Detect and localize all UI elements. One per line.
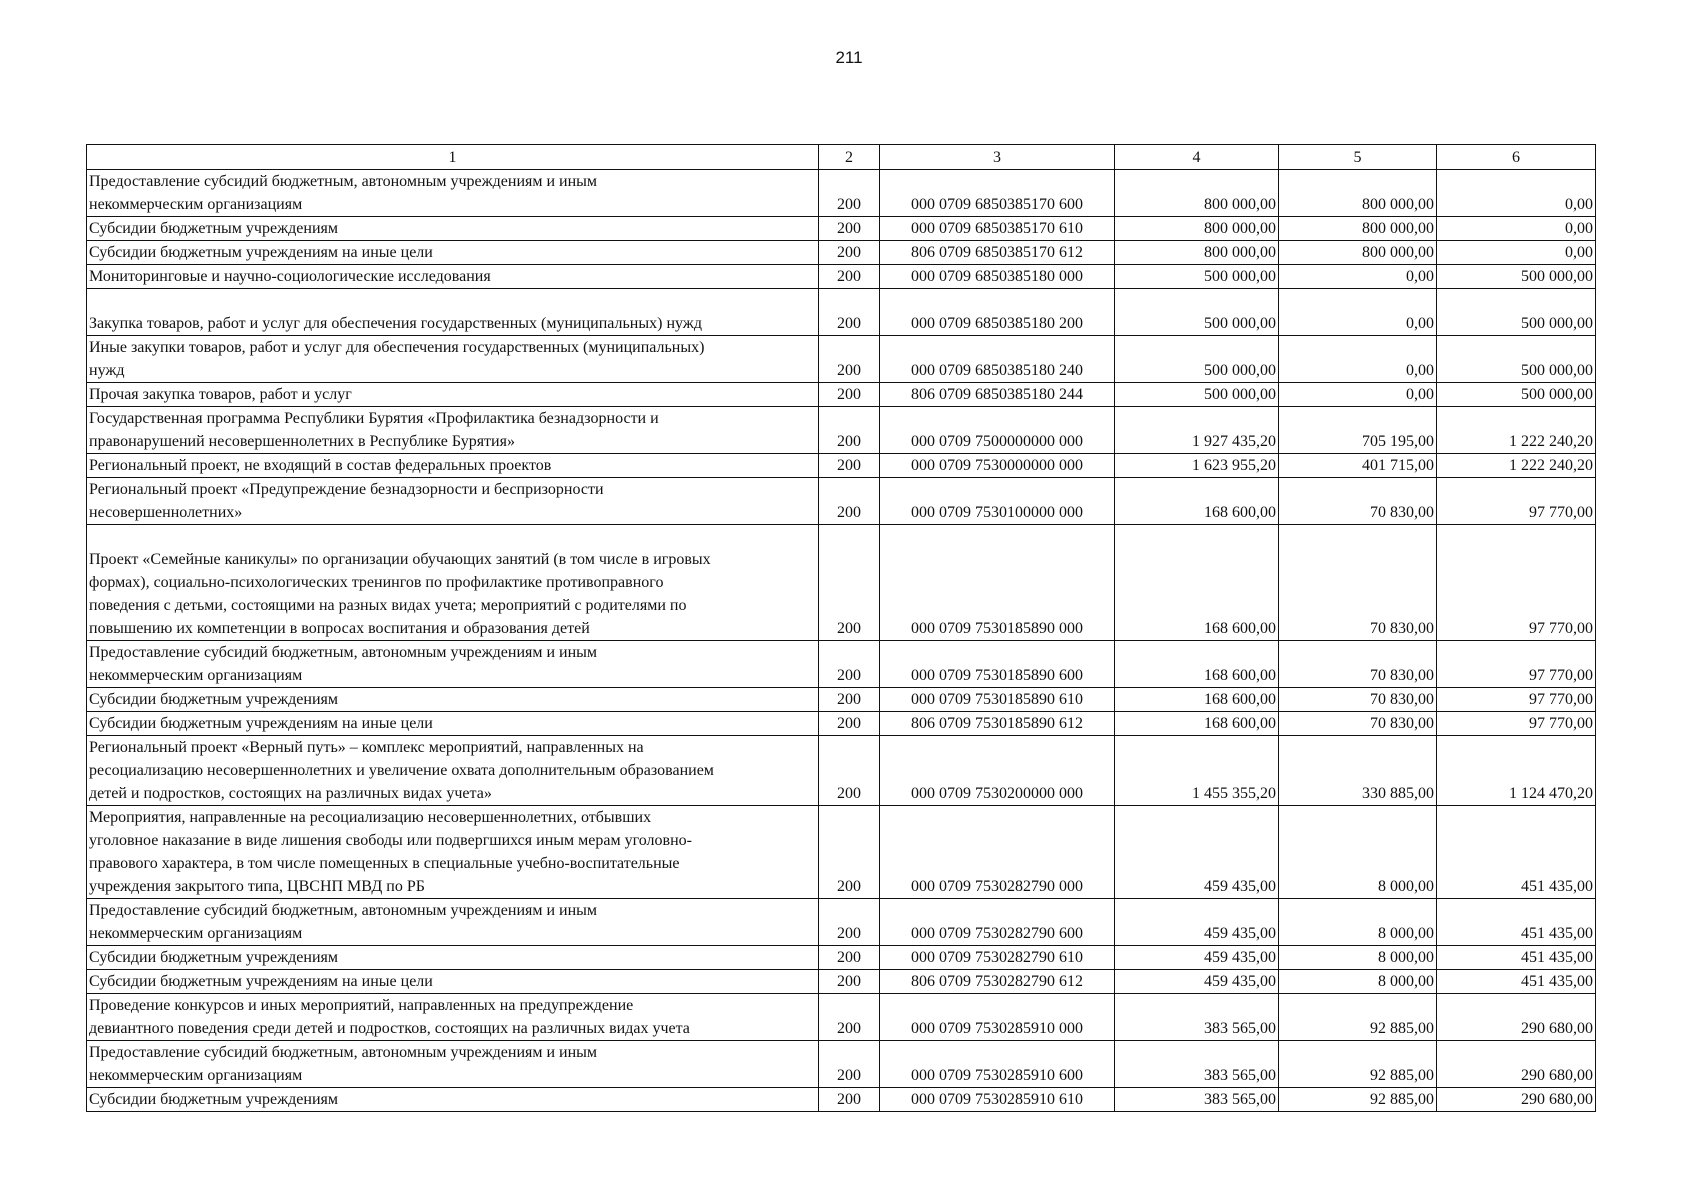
table-row bbox=[87, 525, 1596, 641]
row-value-4: 800 000,00 bbox=[1115, 241, 1279, 265]
table-row bbox=[87, 970, 1596, 994]
row-ved: 200 bbox=[819, 806, 880, 899]
row-code: 000 0709 7530285910 000 bbox=[880, 994, 1115, 1041]
row-value-6: 97 770,00 bbox=[1437, 712, 1596, 736]
row-code: 000 0709 6850385170 610 bbox=[880, 217, 1115, 241]
budget-table bbox=[86, 144, 1596, 1112]
table-row bbox=[87, 688, 1596, 712]
table-row bbox=[87, 806, 1596, 899]
table-row bbox=[87, 994, 1596, 1041]
row-name-line: ресоциализацию несовершеннолетних и увеличение охвата дополнительным образованием bbox=[89, 762, 714, 779]
row-value-6: 1 124 470,20 bbox=[1437, 736, 1596, 806]
row-name bbox=[87, 454, 819, 478]
row-name bbox=[87, 641, 819, 688]
row-value-4: 168 600,00 bbox=[1115, 641, 1279, 688]
row-ved: 200 bbox=[819, 712, 880, 736]
row-name-line bbox=[89, 289, 816, 312]
row-value-5: 800 000,00 bbox=[1279, 241, 1437, 265]
row-code: 000 0709 7500000000 000 bbox=[880, 407, 1115, 454]
row-code: 000 0709 6850385170 600 bbox=[880, 170, 1115, 217]
row-ved: 200 bbox=[819, 994, 880, 1041]
table-row bbox=[87, 478, 1596, 525]
row-name-line: правонарушений несовершеннолетних в Республике Бурятия» bbox=[89, 433, 515, 450]
row-ved: 200 bbox=[819, 407, 880, 454]
row-name bbox=[87, 170, 819, 217]
row-value-6: 500 000,00 bbox=[1437, 265, 1596, 289]
row-name-line: Мероприятия, направленные на ресоциализацию несовершеннолетних, отбывших bbox=[89, 809, 652, 826]
row-value-4: 168 600,00 bbox=[1115, 712, 1279, 736]
row-code: 806 0709 7530282790 612 bbox=[880, 970, 1115, 994]
row-ved: 200 bbox=[819, 641, 880, 688]
row-value-6: 1 222 240,20 bbox=[1437, 407, 1596, 454]
row-name-line: Субсидии бюджетным учреждениям на иные цели bbox=[89, 244, 433, 261]
row-ved: 200 bbox=[819, 1088, 880, 1112]
table-row bbox=[87, 336, 1596, 383]
row-name-line: Проведение конкурсов и иных мероприятий, направленных на предупреждение bbox=[89, 997, 634, 1014]
row-name-line: учреждения закрытого типа, ЦВСНП МВД по РБ bbox=[89, 878, 425, 895]
page-number: 211 bbox=[835, 48, 863, 67]
row-name-line: Субсидии бюджетным учреждениям bbox=[89, 220, 338, 237]
table-row bbox=[87, 736, 1596, 806]
row-name-line: Субсидии бюджетным учреждениям bbox=[89, 691, 338, 708]
row-value-4: 383 565,00 bbox=[1115, 994, 1279, 1041]
row-code: 000 0709 7530100000 000 bbox=[880, 478, 1115, 525]
row-value-6: 500 000,00 bbox=[1437, 336, 1596, 383]
table-row bbox=[87, 1088, 1596, 1112]
row-code: 000 0709 7530185890 600 bbox=[880, 641, 1115, 688]
table-row bbox=[87, 454, 1596, 478]
row-ved: 200 bbox=[819, 736, 880, 806]
row-name bbox=[87, 217, 819, 241]
row-value-6: 0,00 bbox=[1437, 217, 1596, 241]
row-name-line: некоммерческим организациям bbox=[89, 1067, 303, 1084]
row-name-line: Региональный проект «Предупреждение безнадзорности и беспризорности bbox=[89, 481, 604, 498]
row-value-6: 290 680,00 bbox=[1437, 1088, 1596, 1112]
row-value-4: 800 000,00 bbox=[1115, 170, 1279, 217]
row-value-5: 70 830,00 bbox=[1279, 478, 1437, 525]
row-name-line: уголовное наказание в виде лишения свободы или подвергшихся иным мерам уголовно- bbox=[89, 832, 692, 849]
row-ved: 200 bbox=[819, 688, 880, 712]
row-name bbox=[87, 525, 819, 641]
header-row bbox=[87, 145, 1596, 170]
row-name-line: правового характера, в том числе помещенных в специальные учебно-воспитательные bbox=[89, 855, 680, 872]
row-value-6: 451 435,00 bbox=[1437, 970, 1596, 994]
row-name-line: повышению их компетенции в вопросах воспитания и образования детей bbox=[89, 620, 590, 637]
row-value-4: 500 000,00 bbox=[1115, 336, 1279, 383]
row-code: 000 0709 7530185890 610 bbox=[880, 688, 1115, 712]
row-name bbox=[87, 383, 819, 407]
row-code: 806 0709 6850385170 612 bbox=[880, 241, 1115, 265]
row-value-6: 451 435,00 bbox=[1437, 899, 1596, 946]
table-row bbox=[87, 265, 1596, 289]
row-name-line: Мониторинговые и научно-социологические исследования bbox=[89, 268, 491, 285]
row-name bbox=[87, 946, 819, 970]
row-ved: 200 bbox=[819, 1041, 880, 1088]
table-row bbox=[87, 946, 1596, 970]
row-value-5: 92 885,00 bbox=[1279, 1088, 1437, 1112]
row-name-line: некоммерческим организациям bbox=[89, 196, 303, 213]
row-ved: 200 bbox=[819, 899, 880, 946]
row-code: 000 0709 7530282790 000 bbox=[880, 806, 1115, 899]
row-value-6: 0,00 bbox=[1437, 170, 1596, 217]
row-value-5: 0,00 bbox=[1279, 289, 1437, 336]
row-value-5: 800 000,00 bbox=[1279, 217, 1437, 241]
row-name bbox=[87, 994, 819, 1041]
row-name-line: Иные закупки товаров, работ и услуг для обеспечения государственных (муниципальных) bbox=[89, 339, 705, 356]
row-value-6: 290 680,00 bbox=[1437, 994, 1596, 1041]
row-name bbox=[87, 289, 819, 336]
row-ved: 200 bbox=[819, 478, 880, 525]
row-name-line: Предоставление субсидий бюджетным, автономным учреждениям и иным bbox=[89, 1044, 598, 1061]
row-ved: 200 bbox=[819, 336, 880, 383]
row-value-4: 1 927 435,20 bbox=[1115, 407, 1279, 454]
row-ved: 200 bbox=[819, 970, 880, 994]
row-name-line: детей и подростков, состоящих на различных видах учета» bbox=[89, 785, 492, 802]
row-code: 000 0709 7530000000 000 bbox=[880, 454, 1115, 478]
column-header: 5 bbox=[1279, 145, 1437, 170]
table-row bbox=[87, 899, 1596, 946]
row-code: 806 0709 6850385180 244 bbox=[880, 383, 1115, 407]
row-ved: 200 bbox=[819, 170, 880, 217]
row-value-6: 1 222 240,20 bbox=[1437, 454, 1596, 478]
row-name-line: Субсидии бюджетным учреждениям на иные цели bbox=[89, 973, 433, 990]
row-value-5: 92 885,00 bbox=[1279, 994, 1437, 1041]
row-value-6: 290 680,00 bbox=[1437, 1041, 1596, 1088]
row-name bbox=[87, 736, 819, 806]
row-value-5: 330 885,00 bbox=[1279, 736, 1437, 806]
table-row bbox=[87, 407, 1596, 454]
table-row bbox=[87, 383, 1596, 407]
row-ved: 200 bbox=[819, 289, 880, 336]
row-value-4: 500 000,00 bbox=[1115, 265, 1279, 289]
row-name-line: Предоставление субсидий бюджетным, автономным учреждениям и иным bbox=[89, 644, 598, 661]
row-ved: 200 bbox=[819, 525, 880, 641]
row-value-6: 97 770,00 bbox=[1437, 641, 1596, 688]
row-value-5: 92 885,00 bbox=[1279, 1041, 1437, 1088]
row-value-5: 70 830,00 bbox=[1279, 641, 1437, 688]
row-value-4: 500 000,00 bbox=[1115, 289, 1279, 336]
row-value-4: 459 435,00 bbox=[1115, 970, 1279, 994]
row-ved: 200 bbox=[819, 241, 880, 265]
row-code: 000 0709 6850385180 000 bbox=[880, 265, 1115, 289]
row-name bbox=[87, 806, 819, 899]
table-row bbox=[87, 1041, 1596, 1088]
row-value-5: 8 000,00 bbox=[1279, 970, 1437, 994]
row-value-5: 8 000,00 bbox=[1279, 946, 1437, 970]
table-row bbox=[87, 170, 1596, 217]
row-value-5: 70 830,00 bbox=[1279, 688, 1437, 712]
row-ved: 200 bbox=[819, 946, 880, 970]
table-row bbox=[87, 241, 1596, 265]
row-value-6: 451 435,00 bbox=[1437, 946, 1596, 970]
row-name bbox=[87, 241, 819, 265]
row-name-line: Предоставление субсидий бюджетным, автономным учреждениям и иным bbox=[89, 173, 598, 190]
row-value-6: 0,00 bbox=[1437, 241, 1596, 265]
row-code: 000 0709 6850385180 240 bbox=[880, 336, 1115, 383]
row-name-line: Государственная программа Республики Бурятия «Профилактика безнадзорности и bbox=[89, 410, 659, 427]
row-name-line: Проект «Семейные каникулы» по организации обучающих занятий (в том числе в игровых bbox=[89, 551, 711, 568]
row-value-5: 0,00 bbox=[1279, 336, 1437, 383]
row-value-5: 8 000,00 bbox=[1279, 899, 1437, 946]
row-name-line: нужд bbox=[89, 362, 125, 379]
row-value-4: 459 435,00 bbox=[1115, 899, 1279, 946]
table-row bbox=[87, 217, 1596, 241]
row-name bbox=[87, 1088, 819, 1112]
row-name bbox=[87, 478, 819, 525]
row-value-4: 168 600,00 bbox=[1115, 478, 1279, 525]
table-row bbox=[87, 712, 1596, 736]
row-value-5: 0,00 bbox=[1279, 265, 1437, 289]
table-body bbox=[87, 170, 1596, 1112]
row-value-4: 1 623 955,20 bbox=[1115, 454, 1279, 478]
row-code: 000 0709 7530282790 600 bbox=[880, 899, 1115, 946]
row-value-6: 97 770,00 bbox=[1437, 688, 1596, 712]
row-value-4: 500 000,00 bbox=[1115, 383, 1279, 407]
column-header: 1 bbox=[87, 145, 819, 170]
row-name-line: некоммерческим организациям bbox=[89, 925, 303, 942]
row-name-line: некоммерческим организациям bbox=[89, 667, 303, 684]
row-name-line: Региональный проект «Верный путь» – комплекс мероприятий, направленных на bbox=[89, 739, 644, 756]
row-value-5: 70 830,00 bbox=[1279, 712, 1437, 736]
row-value-5: 401 715,00 bbox=[1279, 454, 1437, 478]
row-value-6: 451 435,00 bbox=[1437, 806, 1596, 899]
row-value-4: 383 565,00 bbox=[1115, 1088, 1279, 1112]
row-ved: 200 bbox=[819, 265, 880, 289]
row-value-4: 459 435,00 bbox=[1115, 806, 1279, 899]
row-code: 000 0709 7530185890 000 bbox=[880, 525, 1115, 641]
row-value-6: 500 000,00 bbox=[1437, 289, 1596, 336]
row-name bbox=[87, 265, 819, 289]
row-code: 000 0709 7530282790 610 bbox=[880, 946, 1115, 970]
row-value-6: 97 770,00 bbox=[1437, 478, 1596, 525]
row-value-4: 800 000,00 bbox=[1115, 217, 1279, 241]
row-code: 000 0709 6850385180 200 bbox=[880, 289, 1115, 336]
column-header: 4 bbox=[1115, 145, 1279, 170]
row-name bbox=[87, 688, 819, 712]
row-code: 806 0709 7530185890 612 bbox=[880, 712, 1115, 736]
table-row bbox=[87, 641, 1596, 688]
row-name bbox=[87, 712, 819, 736]
row-ved: 200 bbox=[819, 217, 880, 241]
row-name-line: Субсидии бюджетным учреждениям на иные цели bbox=[89, 715, 433, 732]
row-name bbox=[87, 336, 819, 383]
row-name-line: поведения с детьми, состоящими на разных видах учета; мероприятий с родителями по bbox=[89, 597, 687, 614]
row-ved: 200 bbox=[819, 454, 880, 478]
row-value-4: 1 455 355,20 bbox=[1115, 736, 1279, 806]
column-header: 2 bbox=[819, 145, 880, 170]
row-name-line: Предоставление субсидий бюджетным, автономным учреждениям и иным bbox=[89, 902, 598, 919]
row-name bbox=[87, 970, 819, 994]
row-value-4: 383 565,00 bbox=[1115, 1041, 1279, 1088]
row-value-5: 705 195,00 bbox=[1279, 407, 1437, 454]
row-value-5: 0,00 bbox=[1279, 383, 1437, 407]
row-value-6: 500 000,00 bbox=[1437, 383, 1596, 407]
row-name-line: Прочая закупка товаров, работ и услуг bbox=[89, 386, 352, 403]
table-header bbox=[87, 145, 1596, 170]
row-name-line: Субсидии бюджетным учреждениям bbox=[89, 949, 338, 966]
row-value-4: 168 600,00 bbox=[1115, 525, 1279, 641]
row-value-5: 800 000,00 bbox=[1279, 170, 1437, 217]
row-name-line bbox=[89, 525, 816, 548]
row-code: 000 0709 7530200000 000 bbox=[880, 736, 1115, 806]
row-code: 000 0709 7530285910 610 bbox=[880, 1088, 1115, 1112]
row-value-4: 168 600,00 bbox=[1115, 688, 1279, 712]
row-value-6: 97 770,00 bbox=[1437, 525, 1596, 641]
row-value-5: 70 830,00 bbox=[1279, 525, 1437, 641]
row-name-line: Субсидии бюджетным учреждениям bbox=[89, 1091, 338, 1108]
row-ved: 200 bbox=[819, 383, 880, 407]
row-name-line: формах), социально-психологических тренингов по профилактике противоправного bbox=[89, 574, 664, 591]
row-name bbox=[87, 407, 819, 454]
row-value-5: 8 000,00 bbox=[1279, 806, 1437, 899]
row-name bbox=[87, 899, 819, 946]
table-row bbox=[87, 289, 1596, 336]
row-name-line: Региональный проект, не входящий в состав федеральных проектов bbox=[89, 457, 552, 474]
row-name-line: девиантного поведения среди детей и подростков, состоящих на различных видах учета bbox=[89, 1020, 690, 1037]
column-header: 6 bbox=[1437, 145, 1596, 170]
row-name bbox=[87, 1041, 819, 1088]
row-name-line: Закупка товаров, работ и услуг для обеспечения государственных (муниципальных) нужд bbox=[89, 315, 702, 332]
row-name-line: несовершеннолетних» bbox=[89, 504, 243, 521]
row-value-4: 459 435,00 bbox=[1115, 946, 1279, 970]
row-code: 000 0709 7530285910 600 bbox=[880, 1041, 1115, 1088]
column-header: 3 bbox=[880, 145, 1115, 170]
